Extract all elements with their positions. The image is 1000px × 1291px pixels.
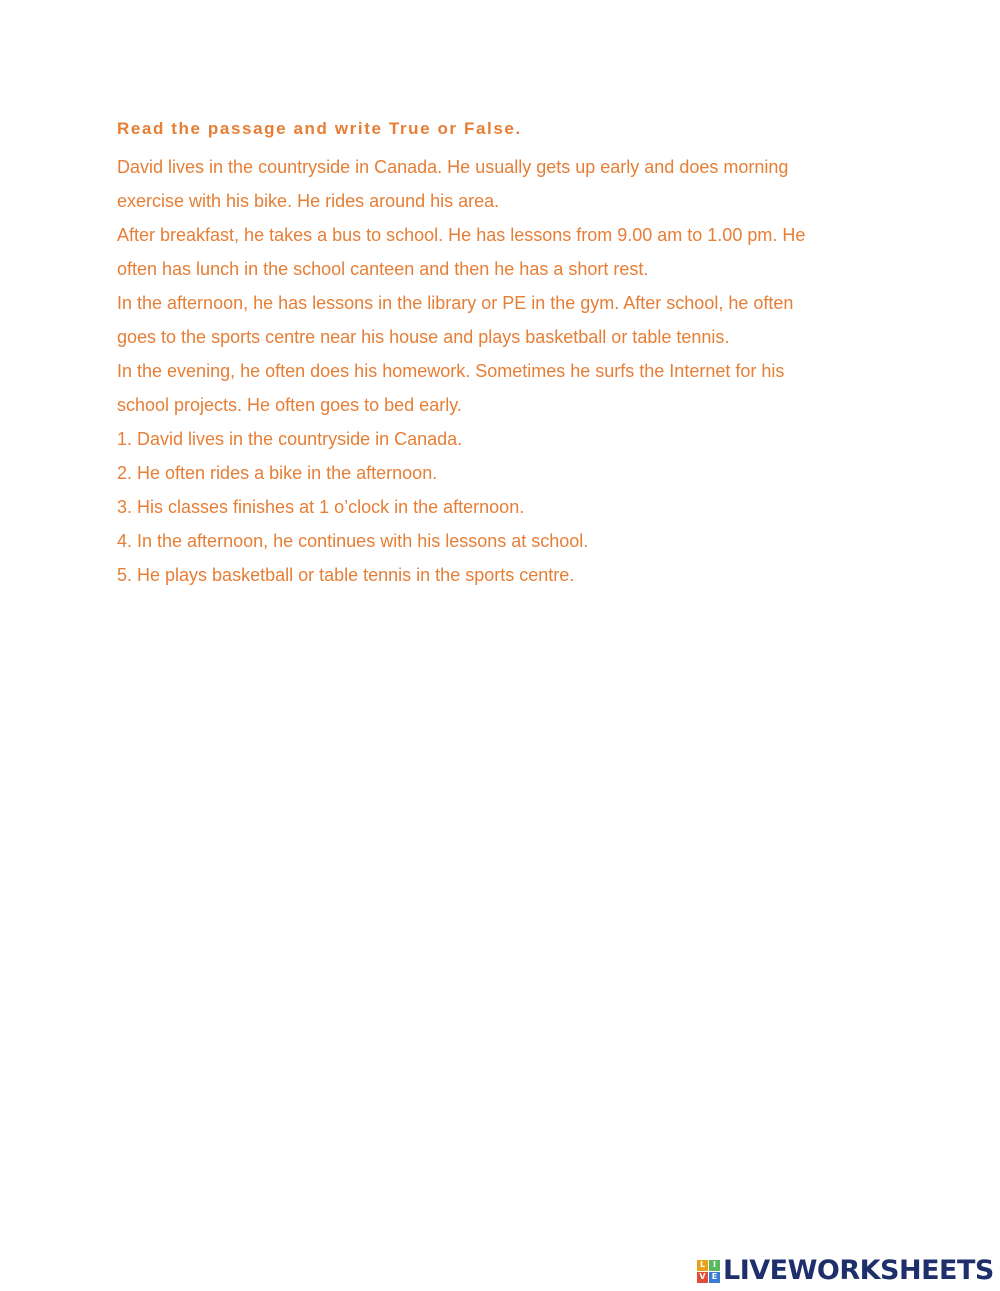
question-item: 5. He plays basketball or table tennis in the sports centre. <box>117 565 575 585</box>
question-list <box>117 422 877 592</box>
logo-block: I <box>709 1260 720 1271</box>
logo-text: LIVEWORKSHEETS <box>723 1255 994 1286</box>
passage-line: often has lunch in the school canteen and then he has a short rest. <box>117 259 649 279</box>
logo-block: V <box>697 1272 708 1283</box>
passage-line: In the evening, he often does his homework. Sometimes he surfs the Internet for his <box>117 361 785 381</box>
instruction-title: Read the passage and write True or False. <box>117 119 522 138</box>
passage-line: goes to the sports centre near his house and plays basketball or table tennis. <box>117 327 730 347</box>
passage-line: David lives in the countryside in Canada. He usually gets up early and does morning <box>117 157 789 177</box>
question-item: 4. In the afternoon, he continues with his lessons at school. <box>117 531 589 551</box>
question-item: 2. He often rides a bike in the afternoon. <box>117 463 438 483</box>
passage-line: After breakfast, he takes a bus to school. He has lessons from 9.00 am to 1.00 pm. He <box>117 225 806 245</box>
passage-line: In the afternoon, he has lessons in the library or PE in the gym. After school, he often <box>117 293 794 313</box>
logo-blocks-icon <box>697 1260 720 1283</box>
passage <box>117 150 877 422</box>
worksheet <box>117 116 877 592</box>
logo-block: E <box>709 1272 720 1283</box>
liveworksheets-logo <box>697 1256 994 1286</box>
logo-block: L <box>697 1260 708 1271</box>
passage-line: exercise with his bike. He rides around his area. <box>117 191 500 211</box>
passage-line: school projects. He often goes to bed early. <box>117 395 462 415</box>
question-item: 1. David lives in the countryside in Canada. <box>117 429 463 449</box>
question-item: 3. His classes finishes at 1 o’clock in the afternoon. <box>117 497 525 517</box>
